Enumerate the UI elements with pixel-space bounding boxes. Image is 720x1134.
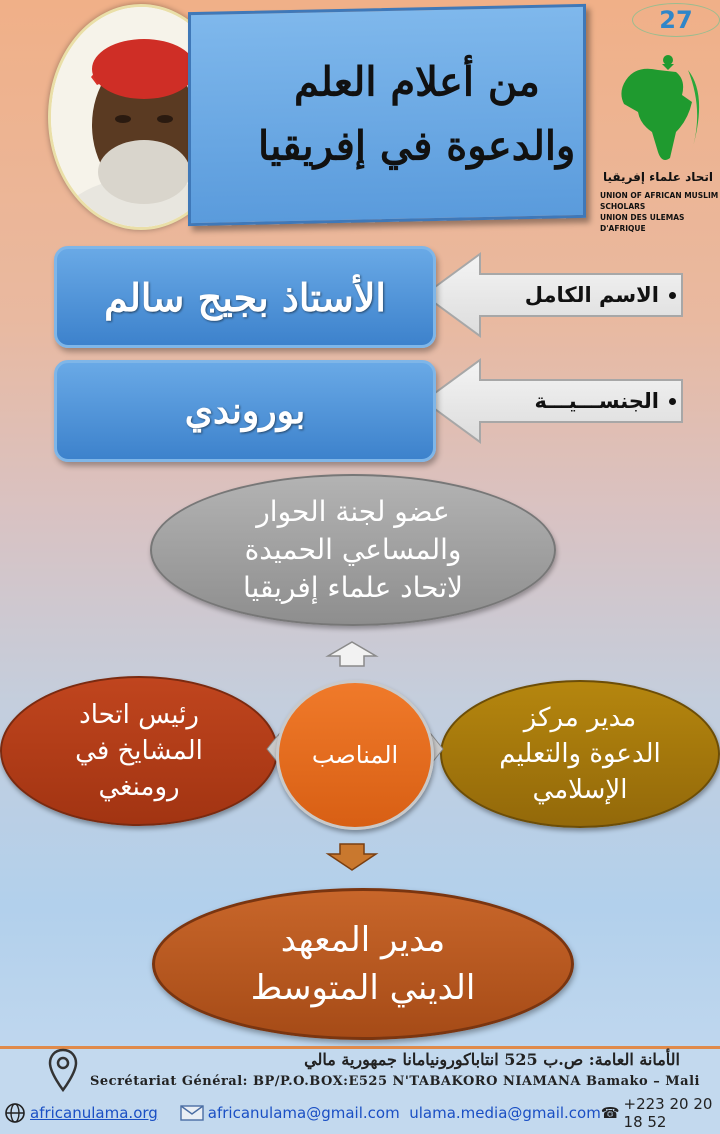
website-text: africanulama.org [30,1104,158,1122]
title-banner [188,4,586,226]
position-bottom-line-2: الديني المتوسط [250,968,476,1008]
bullet-icon [669,292,676,299]
logo-french: UNION DES ULEMAS D'AFRIQUE [600,213,685,233]
website-link[interactable] [4,1102,158,1124]
logo-arabic-text: اتحاد علماء إفريقيا [602,170,714,184]
nationality-value-box [54,360,436,462]
footer-address-arabic: الأمانة العامة: ص.ب 525 انتاباكورونيامانا جمهورية مالي [304,1050,680,1069]
position-bottom-line-1: مدير المعهد [280,920,446,960]
title-line-2: والدعوة في إفريقيا [258,122,576,170]
footer-address-french: Secrétariat Général: BP/P.O.BOX:E525 N'TABAKORO NIAMANA Bamako – Mali [90,1074,700,1089]
position-left-line-1: رئيس اتحاد [79,700,199,730]
email-links[interactable] [180,1104,601,1122]
nationality-label-text: الجنســـيـــة [534,389,659,413]
footer-contacts [4,1095,720,1131]
position-right-line-1: مدير مركز [523,703,637,733]
name-value-box [54,246,436,348]
position-top-line-1: عضو لجنة الحوار [256,495,450,528]
positions-title: المناصب [311,741,399,769]
name-label-text: الاسم الكامل [524,283,659,307]
location-pin-icon [48,1048,78,1092]
bullet-icon [669,398,676,405]
position-top-line-2: والمساعي الحميدة [244,533,462,566]
position-right-line-2: الدعوة والتعليم [499,739,661,769]
arrow-down-icon [324,842,380,872]
arrow-up-icon [324,640,380,668]
name-label [525,283,676,307]
phone-text: +223 20 20 18 52 [623,1095,713,1131]
title-line-1: من أعلام العلم [294,58,540,106]
position-oval-top [150,474,556,626]
position-oval-left [0,676,278,826]
phone-number [601,1095,720,1131]
email-text: africanulama@gmail.com ulama.media@gmail.com [207,1104,601,1122]
position-oval-right [440,680,720,828]
position-right-line-3: الإسلامي [532,775,628,805]
position-left-line-3: رومنغي [98,772,180,802]
globe-icon [4,1102,26,1124]
position-top-line-3: لاتحاد علماء إفريقيا [242,571,464,604]
positions-center-circle [276,680,434,830]
phone-icon: ☎ [600,1104,620,1122]
email-icon [180,1104,204,1122]
logo-english: UNION OF AFRICAN MUSLIM SCHOLARS [600,191,719,211]
nationality: بوروندي [184,390,306,432]
position-left-line-2: المشايخ في [75,736,203,766]
logo-latin-text [596,190,720,234]
nationality-label [534,389,676,413]
position-oval-bottom [152,888,574,1040]
page-number: 27 [632,3,720,37]
full-name: الأستاذ بجيج سالم [104,274,386,320]
